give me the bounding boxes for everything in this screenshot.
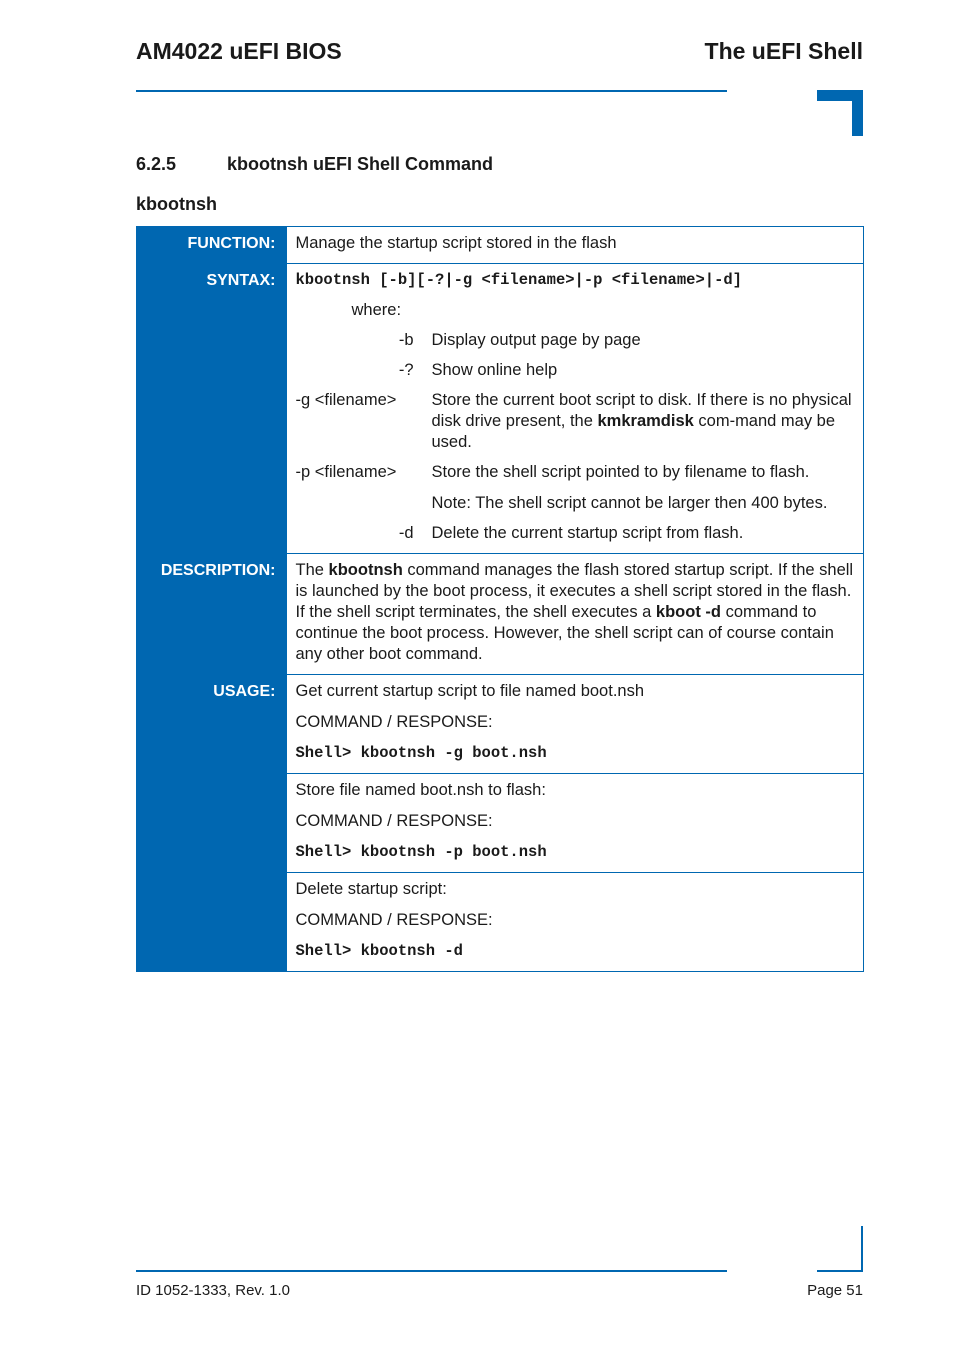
- option-d: [296, 523, 855, 544]
- option-description: [432, 462, 855, 514]
- corner-mark-bottom-vertical: [861, 1226, 863, 1272]
- usage-example: [286, 873, 864, 972]
- corner-mark-top-vertical: [852, 90, 863, 136]
- usage-label: USAGE:: [136, 675, 286, 972]
- option-description: Display output page by page: [431, 331, 641, 349]
- page-number: Page 51: [807, 1282, 863, 1299]
- syntax-where: where:: [351, 301, 402, 319]
- option-description: [432, 390, 855, 453]
- document-title: AM4022 uEFI BIOS: [136, 38, 342, 64]
- option-help: [296, 360, 855, 381]
- usage-text: Get current startup script to file named boot.nsh: [295, 682, 645, 700]
- command-response-label: COMMAND / RESPONSE:: [295, 812, 493, 830]
- option-flag: -g <filename>: [295, 391, 397, 409]
- section-title: kbootnsh uEFI Shell Command: [227, 154, 494, 174]
- option-description: Show online help: [431, 361, 558, 379]
- description-label: DESCRIPTION:: [136, 554, 286, 675]
- shell-command: Shell> kbootnsh -d: [295, 942, 463, 960]
- kbootnsh-command: kbootnsh: [328, 561, 403, 579]
- document-id: ID 1052-1333, Rev. 1.0: [136, 1282, 290, 1299]
- corner-mark-top: [817, 90, 863, 136]
- usage-example: [286, 774, 864, 873]
- option-description-text: Store the current boot script to disk. If there is no physical disk drive present, the: [431, 391, 852, 430]
- option-flag: -?: [398, 361, 414, 379]
- function-row: [136, 227, 864, 264]
- kboot-command: kboot -d: [655, 603, 721, 621]
- shell-command: Shell> kbootnsh -p boot.nsh: [295, 843, 547, 861]
- option-flag: -p <filename>: [295, 463, 397, 481]
- option-flag: -d: [398, 524, 414, 542]
- option-note: Note: The shell script cannot be larger then 400 bytes.: [431, 494, 828, 512]
- corner-mark-bottom: [817, 1226, 863, 1272]
- description-part: The: [295, 561, 329, 579]
- option-p: [296, 462, 855, 514]
- shell-command: Shell> kbootnsh -g boot.nsh: [295, 744, 547, 762]
- kmkramdisk-command: kmkramdisk: [597, 412, 694, 430]
- usage-text: Delete startup script:: [295, 880, 447, 898]
- command-response-label: COMMAND / RESPONSE:: [295, 713, 493, 731]
- corner-mark-bottom-horizontal: [817, 1270, 863, 1272]
- syntax-cell: [286, 264, 864, 554]
- description-row: [136, 554, 864, 675]
- option-g: [296, 390, 855, 453]
- footer-rule: [136, 1270, 727, 1272]
- command-heading: kbootnsh: [136, 194, 217, 214]
- option-b: [296, 330, 855, 351]
- command-reference-table: [136, 226, 864, 972]
- option-description-text: Store the shell script pointed to by filename to flash.: [431, 463, 810, 481]
- syntax-row: [136, 264, 864, 554]
- section-heading: [136, 154, 493, 175]
- description-part: command to continue the boot process. However, the shell script can of course contain any other boot command.: [295, 603, 834, 663]
- header-rule: [136, 90, 727, 92]
- syntax-label: SYNTAX:: [136, 264, 286, 554]
- function-text: Manage the startup script stored in the flash: [286, 227, 864, 264]
- usage-example: [286, 675, 864, 774]
- function-label: FUNCTION:: [136, 227, 286, 264]
- command-response-label: COMMAND / RESPONSE:: [295, 911, 493, 929]
- usage-text: Store file named boot.nsh to flash:: [295, 781, 546, 799]
- section-number: 6.2.5: [136, 154, 177, 174]
- option-description-text: com-mand may be used.: [431, 412, 836, 451]
- description-text: [286, 554, 864, 675]
- syntax-line: kbootnsh [-b][-?|-g <filename>|-p <filename>|-d]: [295, 271, 742, 289]
- option-description: Delete the current startup script from flash.: [431, 524, 744, 542]
- chapter-title: The uEFI Shell: [704, 38, 863, 64]
- option-flag: -b: [398, 331, 414, 349]
- description-part: command manages the flash stored startup script. If the shell is launched by the boot process, it executes a shell script stored in the flash. If the shell script terminates, the shell executes a: [295, 561, 854, 621]
- usage-row: [136, 675, 864, 774]
